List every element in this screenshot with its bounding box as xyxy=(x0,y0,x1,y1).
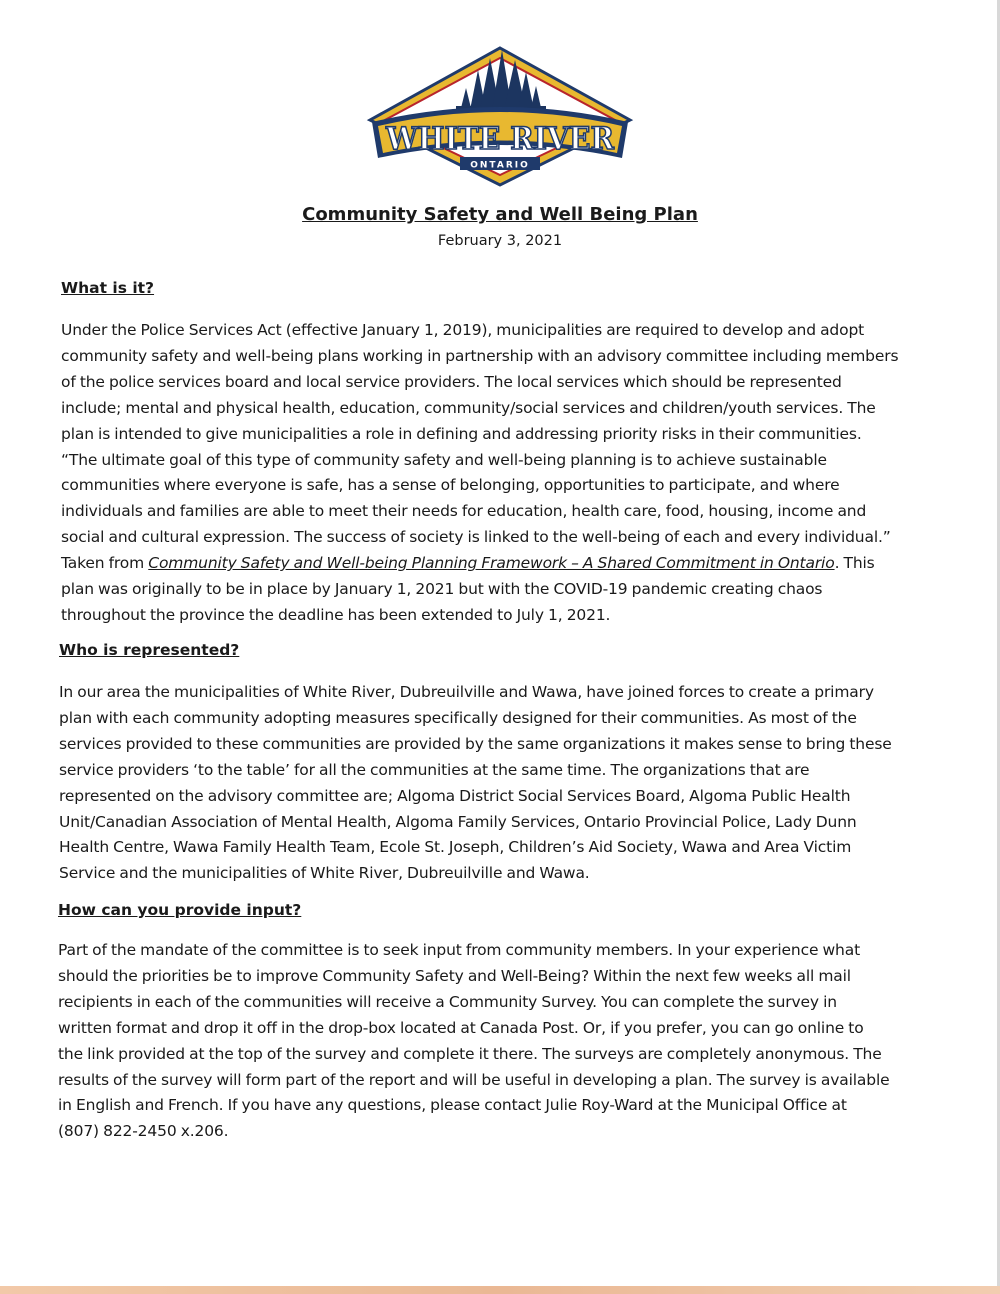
logo-subtitle: ONTARIO xyxy=(470,160,530,171)
text-line: plan was originally to be in place by January 1, 2021 but with the COVID-19 pandemic creating chaos xyxy=(61,580,823,599)
text-line: plan with each community adopting measures specifically designed for their communities. As most of the xyxy=(59,708,857,727)
text-line: communities where everyone is safe, has a sense of belonging, opportunities to participate, and where xyxy=(61,476,840,495)
text-line: written format and drop it off in the drop-box located at Canada Post. Or, if you prefer, you can go online to xyxy=(58,1018,864,1037)
reference-line xyxy=(61,551,898,577)
document-date: February 3, 2021 xyxy=(437,233,563,249)
text-line: Service and the municipalities of White River, Dubreuilville and Wawa. xyxy=(59,864,590,883)
logo-wordmark: WHITE RIVER xyxy=(385,121,615,157)
reference-prefix: Taken from xyxy=(61,554,149,573)
text-line: plan is intended to give municipalities a role in defining and addressing priority risks in their communities. xyxy=(61,424,862,443)
text-line: (807) 822-2450 x.206. xyxy=(58,1122,229,1141)
text-line: recipients in each of the communities will receive a Community Survey. You can complete the survey in xyxy=(58,992,837,1011)
text-line: the link provided at the top of the survey and complete it there. The surveys are completely anonymous. The xyxy=(58,1044,882,1063)
section-body-how-can-you-provide-input xyxy=(58,938,890,1145)
reference-suffix: . This xyxy=(834,554,875,573)
section-body-who-is-represented xyxy=(59,680,892,887)
section-body-what-is-it xyxy=(61,318,898,629)
text-line: include; mental and physical health, education, community/social services and children/youth services. The xyxy=(61,398,876,417)
document-title: Community Safety and Well Being Plan xyxy=(302,204,698,225)
text-line: results of the survey will form part of the report and will be useful in developing a plan. The survey is available xyxy=(58,1070,890,1089)
text-line: service providers ‘to the table’ for all the communities at the same time. The organizations that are xyxy=(59,760,810,779)
text-line: “The ultimate goal of this type of community safety and well-being planning is to achieve sustainable xyxy=(61,450,827,469)
text-line: in English and French. If you have any questions, please contact Julie Roy-Ward at the Municipal Office at xyxy=(58,1096,847,1115)
text-line: Unit/Canadian Association of Mental Health, Algoma Family Services, Ontario Provincial Police, Lady Dunn xyxy=(59,812,857,831)
text-line: of the police services board and local service providers. The local services which should be represented xyxy=(61,372,842,391)
text-line: social and cultural expression. The success of society is linked to the well-being of each and every individual.” xyxy=(61,528,891,547)
section-heading-who-is-represented: Who is represented? xyxy=(59,641,240,659)
text-line: throughout the province the deadline has been extended to July 1, 2021. xyxy=(61,605,611,624)
scan-bottom-band xyxy=(0,1286,1000,1294)
text-line: individuals and families are able to meet their needs for education, health care, food, housing, income and xyxy=(61,502,867,521)
white-river-logo xyxy=(360,40,640,190)
text-line: Health Centre, Wawa Family Health Team, Ecole St. Joseph, Children’s Aid Society, Wawa and Area Victim xyxy=(59,838,852,857)
text-line: community safety and well-being plans working in partnership with an advisory committee including members xyxy=(61,346,899,365)
text-line: represented on the advisory committee are; Algoma District Social Services Board, Algoma Public Health xyxy=(59,786,851,805)
text-line: In our area the municipalities of White River, Dubreuilville and Wawa, have joined forces to create a primary xyxy=(59,683,874,701)
text-line: Under the Police Services Act (effective January 1, 2019), municipalities are required to develop and adopt xyxy=(61,321,865,339)
text-line: should the priorities be to improve Community Safety and Well-Being? Within the next few weeks all mail xyxy=(58,966,851,985)
section-heading-what-is-it: What is it? xyxy=(61,279,155,297)
reference-title: Community Safety and Well-being Planning Framework – A Shared Commitment in Ontario xyxy=(148,554,835,573)
text-line: services provided to these communities are provided by the same organizations it makes sense to bring these xyxy=(59,734,892,753)
section-heading-how-can-you-provide-input: How can you provide input? xyxy=(58,901,302,919)
text-line: Part of the mandate of the committee is to seek input from community members. In your experience what xyxy=(58,941,861,959)
